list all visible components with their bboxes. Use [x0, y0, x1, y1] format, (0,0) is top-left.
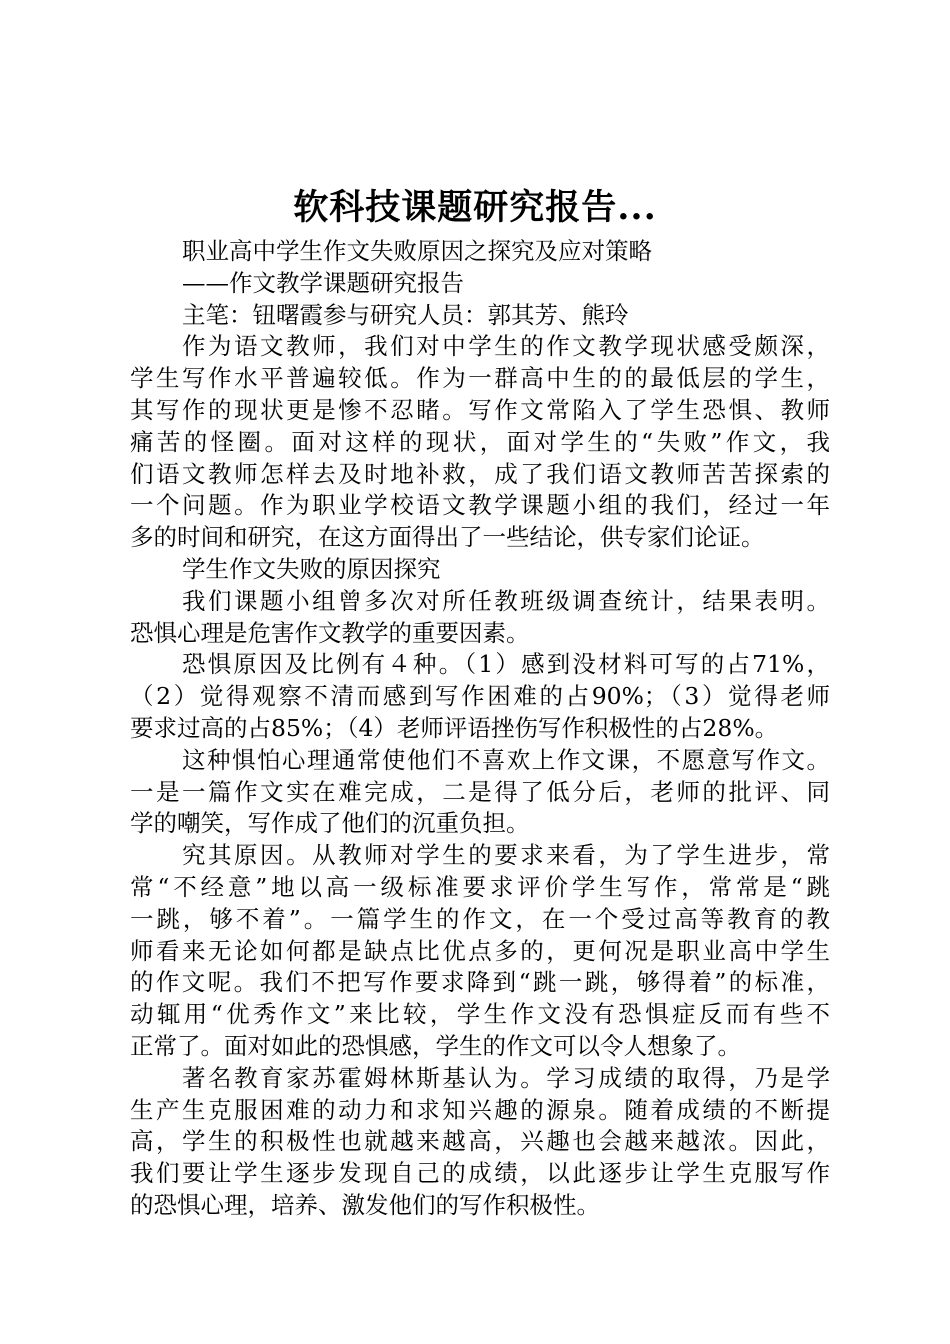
text-line: 生产生克服困难的动力和求知兴趣的源泉。随着成绩的不断提 — [130, 1095, 830, 1124]
text-line: 著名教育家苏霍姆林斯基认为。学习成绩的取得，乃是学 — [182, 1063, 830, 1092]
text-line: ——作文教学课题研究报告 — [182, 268, 464, 297]
text-line: 要求过高的占85%；（4）老师评语挫伤写作积极性的占28%。 — [130, 713, 779, 742]
document-body — [130, 236, 830, 1222]
text-line: 们语文教师怎样去及时地补救，成了我们语文教师苦苦探索的 — [130, 459, 830, 488]
text-line: 究其原因。从教师对学生的要求来看，为了学生进步，常 — [182, 841, 830, 870]
text-line: 常“不经意”地以高一级标准要求评价学生写作，常常是“跳 — [130, 872, 830, 901]
text-line: 师看来无论如何都是缺点比优点多的，更何况是职业高中学生 — [130, 936, 830, 965]
text-line: 一是一篇作文实在难完成，二是得了低分后，老师的批评、同 — [130, 777, 830, 806]
text-line: 正常了。面对如此的恐惧感，学生的作文可以令人想象了。 — [130, 1031, 741, 1060]
text-line: 主笔：钮曙霞参与研究人员：郭其芳、熊玲 — [182, 300, 629, 329]
text-line: （2）觉得观察不清而感到写作困难的占90%；（3）觉得老师 — [130, 682, 830, 711]
text-line: 高，学生的积极性也就越来越高，兴趣也会越来越浓。因此， — [130, 1127, 830, 1156]
text-line: 一跳，够不着”。一篇学生的作文，在一个受过高等教育的教 — [130, 904, 830, 933]
text-line: 一个问题。作为职业学校语文教学课题小组的我们，经过一年 — [130, 491, 830, 520]
text-line: 的作文呢。我们不把写作要求降到“跳一跳，够得着”的标准， — [130, 968, 830, 997]
text-line: 痛苦的怪圈。面对这样的现状，面对学生的“失败”作文，我 — [130, 427, 830, 456]
text-line: 的恐惧心理，培养、激发他们的写作积极性。 — [130, 1190, 600, 1219]
text-line: 职业高中学生作文失败原因之探究及应对策略 — [182, 237, 652, 265]
text-line: 其写作的现状更是惨不忍睹。写作文常陷入了学生恐惧、教师 — [130, 395, 830, 424]
document-title: 软科技课题研究报告... — [293, 187, 657, 228]
text-line: 恐惧原因及比例有４种。（1）感到没材料可写的占71%， — [182, 650, 830, 679]
text-line: 这种惧怕心理通常使他们不喜欢上作文课，不愿意写作文。 — [182, 745, 830, 774]
text-line: 动辄用“优秀作文”来比较，学生作文没有恐惧症反而有些不 — [130, 1000, 830, 1029]
text-line: 学的嘲笑，写作成了他们的沉重负担。 — [130, 809, 530, 838]
text-line: 恐惧心理是危害作文教学的重要因素。 — [130, 618, 530, 647]
text-line: 作为语文教师，我们对中学生的作文教学现状感受颇深， — [182, 332, 830, 361]
text-line: 多的时间和研究，在这方面得出了一些结论，供专家们论证。 — [130, 523, 765, 552]
text-line: 我们课题小组曾多次对所任教班级调查统计，结果表明。 — [182, 586, 830, 615]
text-line: 学生作文失败的原因探究 — [182, 554, 441, 583]
text-line: 我们要让学生逐步发现自己的成绩，以此逐步让学生克服写作 — [130, 1159, 830, 1188]
text-line: 学生写作水平普遍较低。作为一群高中生的的最低层的学生， — [130, 364, 830, 393]
